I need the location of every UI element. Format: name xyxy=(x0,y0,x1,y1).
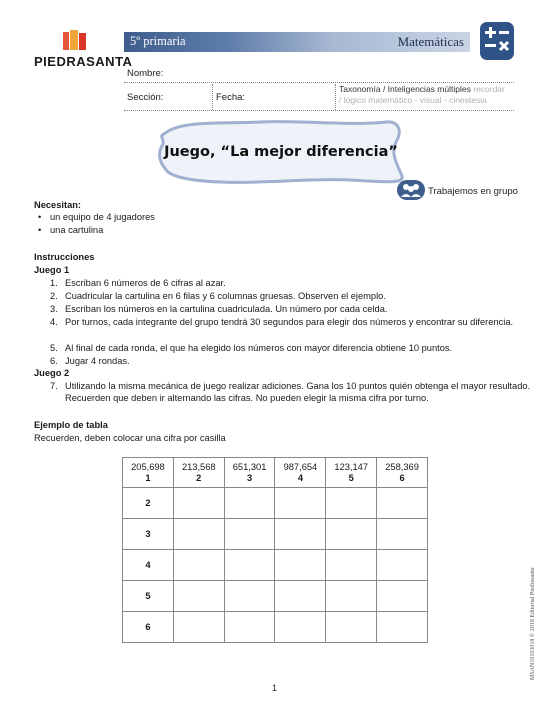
table-cell xyxy=(224,488,275,519)
header-cell xyxy=(326,458,377,488)
name-label: Nombre: xyxy=(127,68,164,79)
date-label: Fecha: xyxy=(216,92,246,103)
row-number: 5 xyxy=(145,591,151,601)
grade-label: 5º primaria xyxy=(130,34,186,48)
cell-value: 987,654 xyxy=(283,461,318,472)
row-number: 2 xyxy=(145,498,151,508)
instructions-heading: Instrucciones xyxy=(34,252,95,262)
taxonomy-intelligences: / lógico matemático - visual - cinestesia xyxy=(339,95,487,105)
row-number: 3 xyxy=(145,529,151,539)
table-cell xyxy=(326,519,377,550)
taxonomy-level: recordar xyxy=(473,84,505,94)
table-cell xyxy=(326,612,377,643)
subject-label: Matemáticas xyxy=(397,34,464,49)
header-cell xyxy=(224,458,275,488)
table-cell xyxy=(275,550,326,581)
table-row xyxy=(123,550,428,581)
step-number: 5. xyxy=(50,343,58,353)
step-text: Cuadricular la cartulina en 6 filas y 6 columnas gruesas. Observen el ejemplo. xyxy=(65,291,386,301)
side-code: MSAN10103018 © 2018 Editorial Piedrasanta xyxy=(530,567,536,680)
step-number: 7. xyxy=(50,381,58,391)
row-number-cell xyxy=(123,488,174,519)
example-note: Recuerden, deben colocar una cifra por casilla xyxy=(34,433,226,443)
needs-heading: Necesitan: xyxy=(34,200,82,210)
table-cell xyxy=(377,550,428,581)
table-cell xyxy=(173,519,224,550)
step-number: 4. xyxy=(50,317,58,327)
table-cell xyxy=(173,581,224,612)
table-cell xyxy=(275,488,326,519)
example-table xyxy=(122,457,428,643)
table-row xyxy=(123,612,428,643)
header-cell xyxy=(377,458,428,488)
step-text: Por turnos, cada integrante del grupo tendrá 30 segundos para elegir dos números y encontrar su diferencia. xyxy=(65,317,514,327)
divider xyxy=(212,84,213,110)
row-number: 4 xyxy=(145,560,151,570)
table-row xyxy=(123,488,428,519)
page-number: 1 xyxy=(272,683,278,693)
row-number-cell xyxy=(123,550,174,581)
header-cell xyxy=(275,458,326,488)
column-number: 1 xyxy=(145,472,151,483)
table-cell xyxy=(224,550,275,581)
table-cell xyxy=(173,488,224,519)
cell-value: 205,698 xyxy=(131,461,165,472)
column-number: 5 xyxy=(348,472,354,483)
step-number: 2. xyxy=(50,291,58,301)
example-heading: Ejemplo de tabla xyxy=(34,420,108,430)
step-number: 3. xyxy=(50,304,58,314)
column-number: 4 xyxy=(297,472,303,483)
table-cell xyxy=(326,581,377,612)
page-title: Juego, “La mejor diferencia” xyxy=(164,144,398,160)
table-cell xyxy=(377,519,428,550)
table-cell xyxy=(377,581,428,612)
book-logo-icon xyxy=(62,30,88,52)
section-date-field[interactable] xyxy=(124,110,514,111)
table-cell xyxy=(224,581,275,612)
table-cell xyxy=(224,612,275,643)
group-work-label: Trabajemos en grupo xyxy=(428,186,518,197)
table-cell xyxy=(377,612,428,643)
taxonomy-info xyxy=(339,84,521,106)
table-cell xyxy=(173,612,224,643)
group-people-icon xyxy=(397,180,425,200)
table-cell xyxy=(275,581,326,612)
step-text: Al final de cada ronda, el que ha elegido los números con mayor diferencia obtiene 10 puntos. xyxy=(65,343,453,353)
step-text: Escriban los números en la cartulina cuadriculada. Un número por cada celda. xyxy=(65,304,388,314)
header-cell xyxy=(173,458,224,488)
cell-value: 213,568 xyxy=(181,461,216,472)
row-number-cell xyxy=(123,581,174,612)
header-banner xyxy=(124,32,470,52)
needs-item: • una cartulina xyxy=(50,225,103,235)
step-number: 6. xyxy=(50,356,58,366)
row-number: 6 xyxy=(145,622,151,632)
table-row xyxy=(123,519,428,550)
table-header-row xyxy=(123,458,428,488)
table-cell xyxy=(326,550,377,581)
table-cell xyxy=(275,612,326,643)
table-cell xyxy=(326,488,377,519)
needs-item: • un equipo de 4 jugadores xyxy=(50,212,155,222)
column-number: 6 xyxy=(399,472,405,483)
name-field[interactable] xyxy=(124,82,514,83)
table-cell xyxy=(275,519,326,550)
publisher-logo xyxy=(34,30,133,72)
plus-minus-times-icon xyxy=(480,22,514,60)
row-number-cell xyxy=(123,612,174,643)
row-number-cell xyxy=(123,519,174,550)
table-row xyxy=(123,581,428,612)
step-number: 1. xyxy=(50,278,58,288)
table-cell xyxy=(224,519,275,550)
cell-value: 258,369 xyxy=(385,461,419,472)
column-number: 2 xyxy=(196,472,202,483)
cell-value: 123,147 xyxy=(334,461,369,472)
divider xyxy=(335,84,336,110)
table-cell xyxy=(377,488,428,519)
header-cell xyxy=(123,458,174,488)
cell-value: 651,301 xyxy=(232,461,267,472)
table-cell xyxy=(173,550,224,581)
section-label: Sección: xyxy=(127,92,164,103)
step-text: Utilizando la misma mecánica de juego realizar adiciones. Gana los 10 puntos quién obtenga el mayor resultado. Recuerden que deben ir alternando las cifras. No pueden elegir la misma cifra por turno. xyxy=(65,381,531,403)
step-text: Jugar 4 rondas. xyxy=(65,356,130,366)
game2-heading: Juego 2 xyxy=(34,368,70,378)
logo-text: PIEDRASANTA xyxy=(34,54,133,69)
step-text: Escriban 6 números de 6 cifras al azar. xyxy=(65,278,226,288)
column-number: 3 xyxy=(246,472,253,483)
taxonomy-text: Taxonomía / Inteligencias múltiples xyxy=(339,84,471,94)
game1-heading: Juego 1 xyxy=(34,265,70,275)
